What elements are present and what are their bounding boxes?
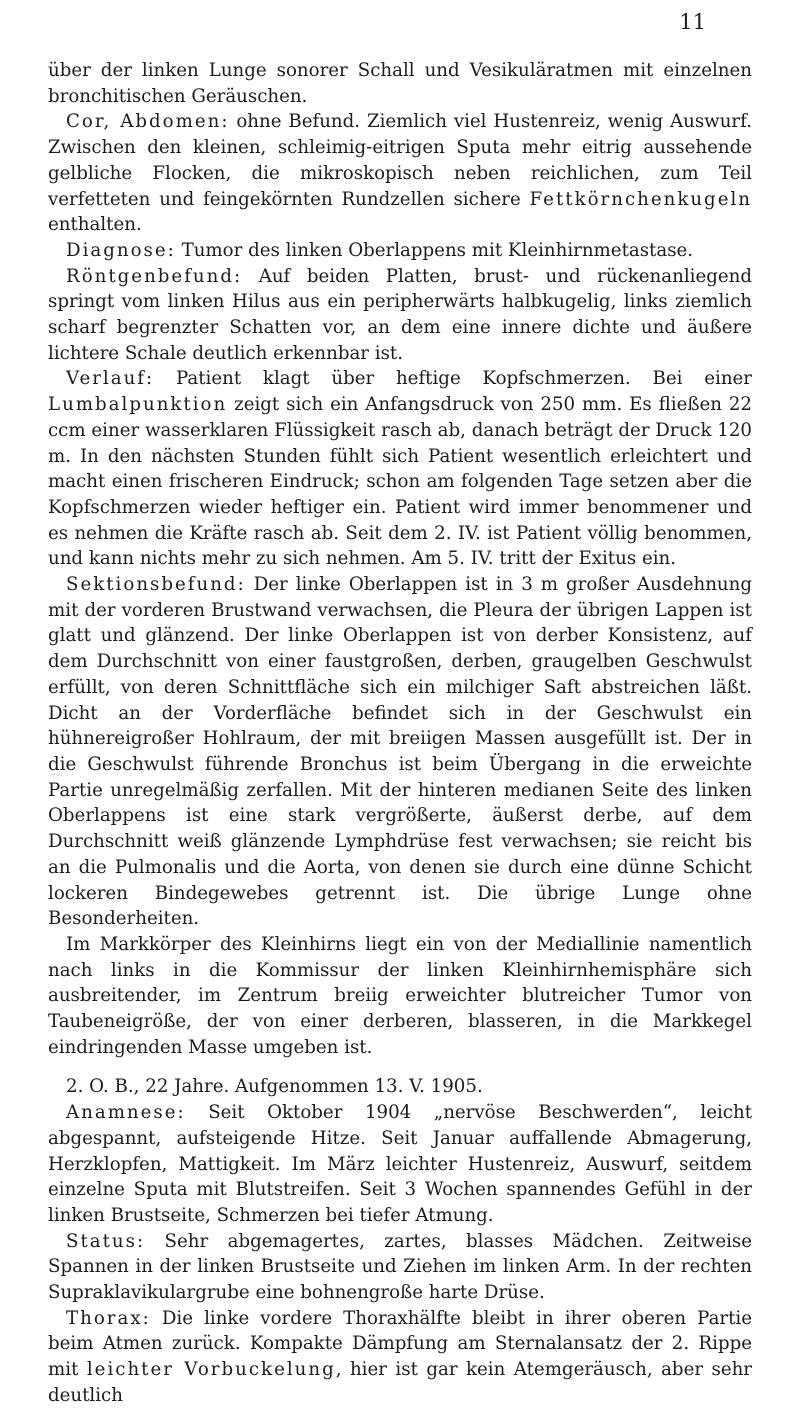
paragraph-text: Sehr abgemagertes, zartes, blasses Mädchen. Zeitweise Spannen in der linken Brustseite und Ziehen im linken Arm. In der rechten Supraklavikulargrube eine bohnengroße harte Drüse. [48,1230,752,1304]
paragraph-tail: zeigt sich ein Anfangsdruck von 250 mm. Es fließen 22 ccm einer wasserklaren Flüssigkeit rasch ab, danach beträgt der Druck 120 m. In den nächsten Stunden fühlt sich Patient wesentlich erleichtert und macht einen frischeren Eindruck; schon am folgenden Tage setzen aber die Kopfschmerzen wieder heftiger ein. Patient wird immer benommener und es nehmen die Kräfte rasch ab. Seit dem 2. IV. ist Patient völlig benommen, und kann nichts mehr zu sich nehmen. Am 5. IV. tritt der Exitus ein. [48,394,752,570]
spaced-emphasis: Fettkörnchenkugeln [529,188,752,210]
paragraph-text: Seit Oktober 1904 „nervöse Beschwerden“, leicht abgespannt, aufsteigende Hitze. Seit Januar auffallende Abmagerung, Herzklopfen, Mattigkeit. Im März leichter Hustenreiz, Auswurf, seitdem einzelne Sputa mit Blutstreifen. Seit 3 Wochen spannendes Gefühl in der linken Brustseite, Schmerzen bei tiefer Atmung. [48,1102,752,1226]
paragraph-lead: Röntgenbefund: [66,265,243,287]
paragraph-tail: enthalten. [48,214,142,236]
paragraph [48,58,752,109]
paragraph-text: Der linke Oberlappen ist in 3 m großer Ausdehnung mit der vorderen Brustwand verwachsen, die Pleura der übrigen Lappen ist glatt und glänzend. Der linke Oberlappen ist von derber Konsistenz, auf dem Durchschnitt von einer faustgroßen, derben, graugelben Geschwulst erfüllt, von deren Schnittfläche sich ein milchiger Saft abstreichen läßt. Dicht an der Vorderfläche befindet sich in der Geschwulst ein hühnereigroßer Hohlraum, der mit breiigen Massen ausgefüllt ist. Der in die Geschwulst führende Bronchus ist beim Übergang in die erweichte Partie unregelmäßig zerfallen. Mit der hinteren medianen Seite des linken Oberlappens ist eine stark vergrößerte, äußerst derbe, auf dem Durchschnitt weiß glänzende Lymphdrüse fest verwachsen; sie reicht bis an die Pulmonalis und die Aorta, von denen sie durch eine dünne Schicht lockeren Bindegewebes getrennt ist. Die übrige Lunge ohne Besonderheiten. [48,574,752,930]
paragraph [48,1100,752,1229]
spaced-emphasis: Lumbalpunktion [48,394,228,416]
paragraph-lead: Status: [66,1230,146,1252]
page-number: 11 [679,10,706,34]
paragraph-tail: , hier ist gar kein Atemgeräusch, aber sehr deutlich [48,1359,752,1406]
paragraph [48,572,752,932]
paragraph-text: Im Markkörper des Kleinhirns liegt ein von der Mediallinie namentlich nach links in die Kommissur der linken Kleinhirnhemisphäre sich ausbreitender, im Zentrum breiig erweichter blutreicher Tumor von Taubeneigröße, der von einer derberen, blasseren, in die Markkegel eindringenden Masse umgeben ist. [48,933,752,1058]
paragraph [48,366,752,572]
paragraph-text: Auf beiden Platten, brust- und rückenanliegend springt vom linken Hilus aus ein peripherwärts halbkugelig, links ziemlich scharf begrenzter Schatten vor, an dem eine innere dichte und äußere lichtere Schale deutlich erkennbar ist. [48,265,752,364]
paragraph-lead: Diagnose: [66,239,176,261]
paragraph-text: über der linken Lunge sonorer Schall und Vesikuläratmen mit einzelnen bronchitischen Geräuschen. [48,60,752,107]
paragraph-lead: Anamnese: [66,1102,186,1124]
paragraph [48,1306,752,1409]
paragraph-lead: Sektionsbefund: [66,574,246,596]
paragraph-lead: Thorax: [66,1307,151,1329]
paragraph-text: ohne Befund. Ziemlich viel Hustenreiz, wenig Auswurf. Zwischen den kleinen, schleimig-eitrigen Sputa mehr eitrig aussehende gelbliche Flocken, die mikroskopisch neben reichlichen, zum Teil verfetteten und feingekörnten Rundzellen sichere [48,111,752,210]
paragraph [48,1229,752,1306]
paragraph-text: Tumor des linken Oberlappens mit Kleinhirnmetastase. [175,239,694,261]
paragraph-text: Patient klagt über heftige Kopfschmerzen. Bei einer [154,368,752,390]
paragraph [48,238,752,264]
body-text [48,58,752,1409]
spaced-emphasis: leichter Vorbuckelung [86,1359,336,1381]
paragraph [48,109,752,238]
paragraph [48,264,752,367]
section-gap [48,1060,752,1074]
paragraph-text: Die linke vordere Thoraxhälfte bleibt in ihrer oberen Partie beim Atmen zurück. Kompakte Dämpfung am Sternalansatz der 2. Rippe mit [48,1307,752,1381]
paragraph-text: 2. O. B., 22 Jahre. Aufgenommen 13. V. 1905. [66,1076,483,1098]
paragraph [48,932,752,1061]
paragraph [48,1074,752,1100]
paragraph-lead: Cor, Abdomen: [66,111,230,133]
paragraph-lead: Verlauf: [66,368,155,390]
